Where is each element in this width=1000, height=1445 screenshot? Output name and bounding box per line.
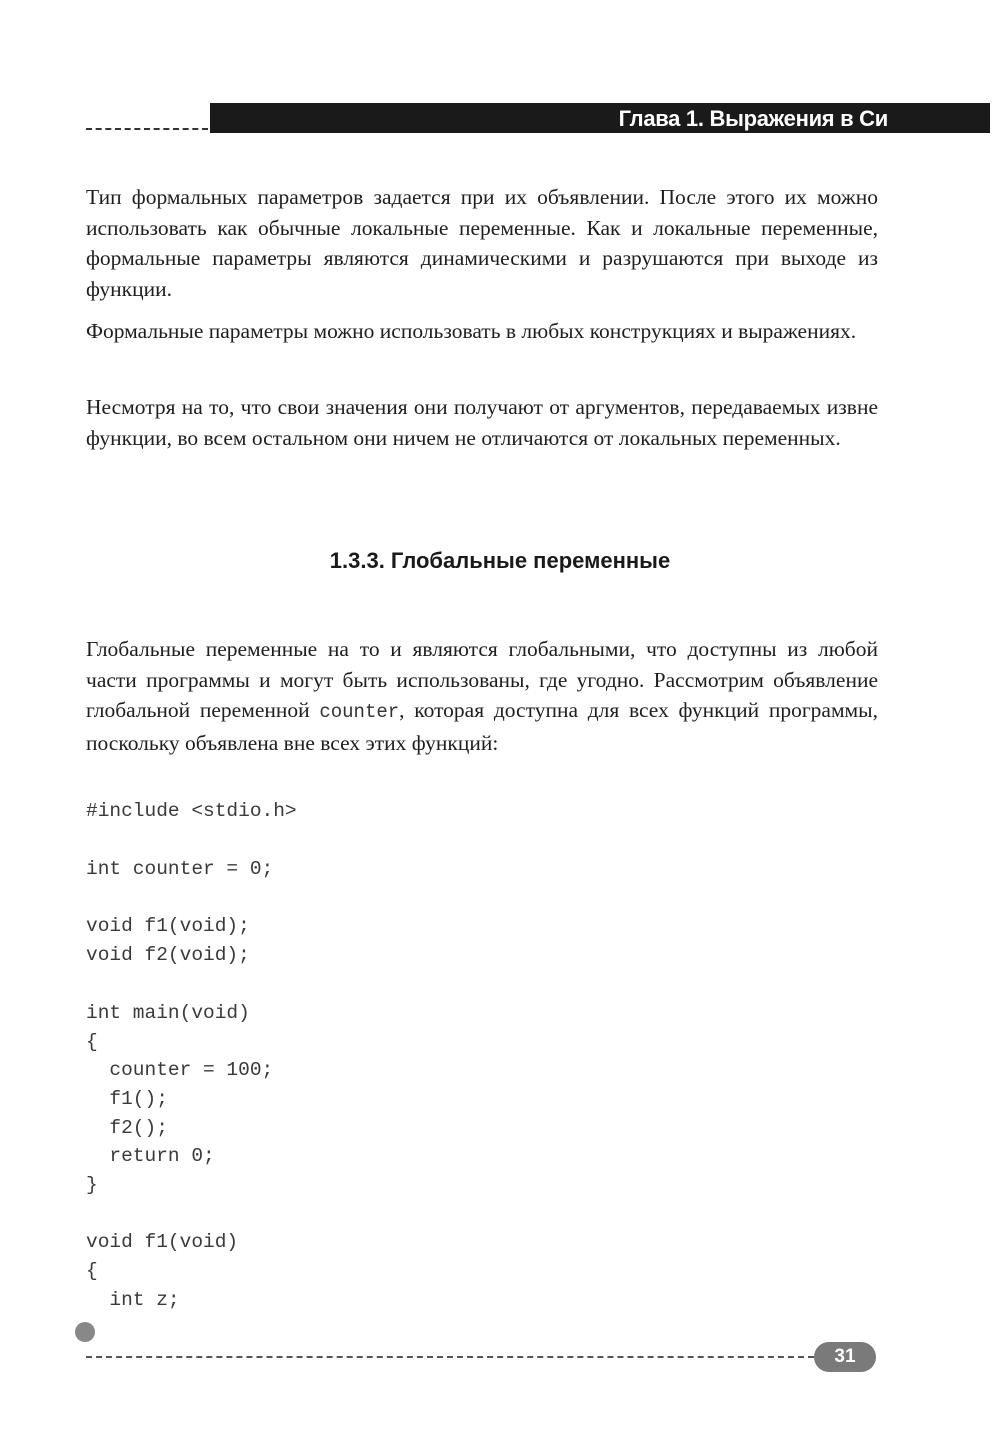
paragraph-formal-params-type: Тип формальных параметров задается при их объявлении. После этого их можно использовать как обычные локальные переменные. Как и локальные переменные, формальные параметры являются динамическими и разрушаются при выходе из функции. — [86, 185, 878, 301]
paragraph-global-vars-intro — [86, 634, 878, 758]
paragraph-formal-params-usage: Формальные параметры можно использовать в любых конструкциях и выражениях. — [86, 319, 857, 343]
code-line: { — [86, 1031, 98, 1053]
code-line: { — [86, 1260, 98, 1282]
code-line: int counter = 0; — [86, 858, 274, 880]
code-line: return 0; — [86, 1145, 215, 1167]
header-dotted-rule — [86, 128, 208, 130]
page-number: 31 — [814, 1342, 876, 1372]
code-line: void f2(void); — [86, 944, 250, 966]
section-heading: 1.3.3. Глобальные переменные — [329, 548, 671, 573]
intro-text-after: , которая доступна для всех функций программы, поскольку объявлена вне всех этих функций: — [86, 698, 878, 755]
code-line: int main(void) — [86, 1002, 250, 1024]
code-line: void f1(void) — [86, 1231, 239, 1253]
paragraph-formal-params-args: Несмотря на то, что свои значения они получают от аргументов, передаваемых извне функции, во всем остальном они ничем не отличаются от локальных переменных. — [86, 395, 878, 450]
inline-code-counter: counter — [319, 701, 400, 723]
code-line: f2(); — [86, 1117, 168, 1139]
code-line: void f1(void); — [86, 915, 250, 937]
chapter-title: Глава 1. Выражения в Си — [618, 106, 888, 131]
footer-dotted-rule — [86, 1356, 814, 1358]
footer-dot — [75, 1322, 95, 1342]
code-line: int z; — [86, 1289, 180, 1311]
code-line: f1(); — [86, 1088, 168, 1110]
code-line: counter = 100; — [86, 1059, 274, 1081]
code-line: #include <stdio.h> — [86, 800, 297, 822]
intro-text-before: Глобальные переменные на то и являются глобальными, что доступны из любой части программы и могут быть использованы, где угодно. Рассмотрим объявление глобальной переменной — [86, 637, 878, 722]
code-line: } — [86, 1174, 98, 1196]
